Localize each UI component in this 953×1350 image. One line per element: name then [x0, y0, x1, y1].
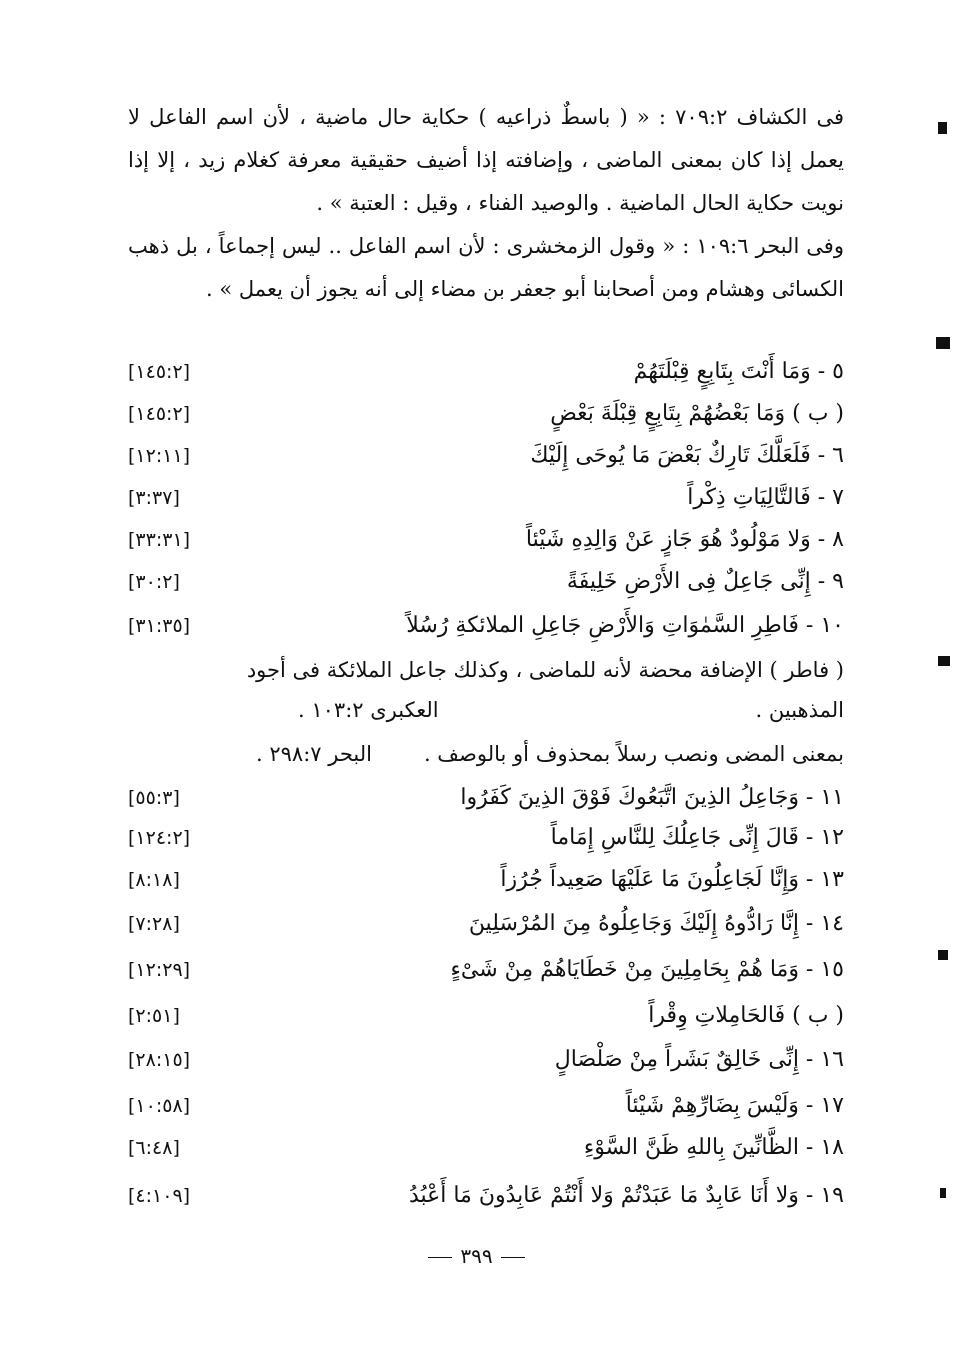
verse-line: [128, 606, 844, 646]
verse-line: [128, 394, 844, 434]
verse-reference: [٣٣:٣١]: [128, 529, 191, 551]
page-number-dash: [428, 1257, 452, 1258]
verse-reference: [٥٥:٣]: [128, 787, 180, 809]
verse-text: ١٨ - الظَّانِّينَ بِاللهِ ظَنَّ السَّوْءِ: [583, 1135, 844, 1160]
binding-mark: [938, 122, 947, 134]
verse-reference: [٧:٢٨]: [128, 913, 180, 935]
page-number-text: ٣٩٩: [460, 1244, 493, 1268]
verse-reference: [٨:١٨]: [128, 869, 180, 891]
verse-line: [128, 1128, 844, 1168]
verse-text: ١٠ - فَاطِرِ السَّمٰوَاتِ وَالأَرْضِ جَاعِلِ الملائكةِ رُسُلاً: [406, 613, 844, 638]
verse-text: ١٧ - وَلَيْسَ بِضَارِّهِمْ شَيْئاً: [625, 1093, 844, 1118]
verse-text: ١٩ - وَلا أَنَا عَابِدٌ مَا عَبَدْتُمْ وَلا أَنْتُمْ عَابِدُونَ مَا أَعْبُدُ: [408, 1183, 844, 1208]
verse-text: ١٦ - إِنِّى خَالِقٌ بَشَراً مِنْ صَلْصَالٍ: [554, 1047, 844, 1072]
verse-reference: [٢:٥١]: [128, 1005, 180, 1027]
verse-line: [128, 562, 844, 602]
verse-line: [128, 1176, 844, 1216]
verse-text: ١٢ - قَالَ إِنِّى جَاعِلُكَ لِلنَّاسِ إِمَاماً: [550, 825, 844, 850]
verse-reference: [٣:٣٧]: [128, 487, 180, 509]
page-number: [0, 1244, 953, 1268]
verse-text: ( ب ) وَمَا بَعْضُهُمْ بِتَابِعٍ قِبْلَةَ بَعْضٍ: [550, 401, 844, 426]
verse-line: [128, 520, 844, 560]
verse-text: ( ب ) فَالحَامِلاتِ وِقْراً: [648, 1003, 844, 1028]
verse-line: [128, 436, 844, 476]
paragraph-kashshaf: فى الكشاف ٧٠٩:٢ : « ( باسطٌ ذراعيه ) حكاية حال ماضية ، لأن اسم الفاعل لا يعمل إذا كان بمعنى الماضى ، وإضافته إذا أضيف حقيقية معرفة كغلام زيد ، إلا إذا نويت حكاية الحال الماضية . والوصيد الفناء ، وقيل : العتبة » .: [128, 105, 845, 215]
binding-mark: [938, 656, 950, 666]
verse-text: ٧ - فَالتَّالِيَاتِ ذِكْراً: [687, 485, 844, 510]
verse-text: ١٤ - إِنَّا رَادُّوهُ إِلَيْكَ وَجَاعِلُوهُ مِنَ المُرْسَلِينَ: [468, 911, 844, 936]
verse-line: [128, 860, 844, 900]
verse-text: ١١ - وَجَاعِلُ الذِينَ اتَّبَعُوكَ فَوْقَ الذِينَ كَفَرُوا: [460, 785, 844, 810]
verse-line: [128, 996, 844, 1036]
verse-line: [128, 950, 844, 990]
commentary-line: المذهبين .: [755, 698, 844, 722]
verse-reference: [٦:٤٨]: [128, 1137, 180, 1159]
paragraph-bahr: وفى البحر ١٠٩:٦ : « وقول الزمخشرى : لأن اسم الفاعل .. ليس إجماعاً ، بل ذهب الكسائى وهشام ومن أصحابنا أبو جعفر بن مضاء إلى أنه يجوز أن يعمل » .: [128, 234, 844, 301]
binding-mark: [940, 1188, 946, 1198]
verse-reference: [١٢:١١]: [128, 445, 191, 467]
source-citation: البحر ٢٩٨:٧ .: [256, 742, 372, 766]
commentary-ukbari: [128, 650, 844, 730]
verse-text: ٩ - إِنِّى جَاعِلٌ فِى الأَرْضِ خَلِيفَةً: [566, 569, 844, 594]
verse-reference: [٣١:٣٥]: [128, 615, 191, 637]
source-citation: العكبرى ١٠٣:٢ .: [298, 698, 439, 722]
verse-text: ٦ - فَلَعَلَّكَ تَارِكٌ بَعْضَ مَا يُوحَى إِلَيْكَ: [530, 443, 844, 468]
binding-mark: [936, 337, 950, 349]
verse-line: [128, 818, 844, 858]
binding-mark: [938, 950, 948, 960]
verse-line: [128, 904, 844, 944]
verse-line: [128, 1040, 844, 1080]
verse-reference: [١٤٥:٢]: [128, 361, 191, 383]
verse-line: [128, 1086, 844, 1126]
verse-text: ١٣ - وَإِنَّا لَجَاعِلُونَ مَا عَلَيْهَا صَعِيداً جُرُزاً: [500, 867, 844, 892]
verse-text: ٨ - وَلا مَوْلُودٌ هُوَ جَازٍ عَنْ وَالِدِهِ شَيْئاً: [525, 527, 844, 552]
verse-text: ٥ - وَمَا أَنْتَ بِتَابِعٍ قِبْلَتَهُمْ: [633, 359, 844, 384]
verse-reference: [٢٨:١٥]: [128, 1049, 191, 1071]
verse-reference: [١٢:٢٩]: [128, 959, 191, 981]
page-number-dash: [501, 1257, 525, 1258]
verse-line: [128, 478, 844, 518]
verse-reference: [٣٠:٢]: [128, 571, 180, 593]
verse-reference: [١٠:٥٨]: [128, 1095, 191, 1117]
verse-reference: [١٢٤:٢]: [128, 827, 191, 849]
commentary-line: ( فاطر ) الإضافة محضة لأنه للماضى ، وكذلك جاعل الملائكة فى أجود: [246, 658, 844, 682]
verse-reference: [٤:١٠٩]: [128, 1185, 191, 1207]
commentary-line: بمعنى المضى ونصب رسلاً بمحذوف أو بالوصف .: [423, 742, 844, 766]
commentary-bahr: [128, 734, 844, 774]
verse-line: [128, 778, 844, 818]
verse-reference: [١٤٥:٢]: [128, 403, 191, 425]
verse-text: ١٥ - وَمَا هُمْ بِحَامِلِينَ مِنْ خَطَايَاهُمْ مِنْ شَىْءٍ: [450, 957, 844, 982]
verse-line: [128, 352, 844, 392]
